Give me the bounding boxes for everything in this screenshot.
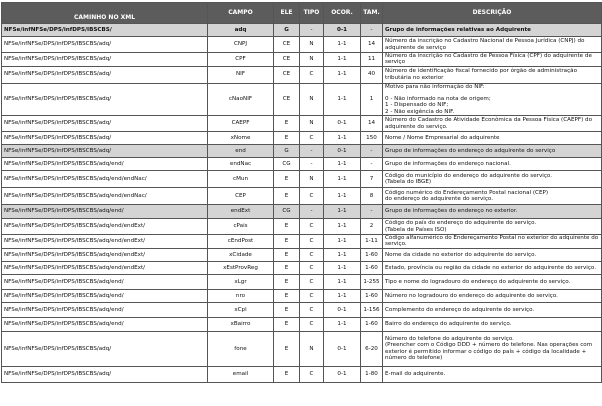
path-cell: NFSe/infNFSe/DPS/infDPS/IBSCBS/adq/ (2, 83, 208, 115)
table-row (2, 188, 602, 205)
ocor-cell: 1-1 (324, 83, 361, 115)
ele-cell: E (274, 235, 300, 249)
campo-cell: NIF (208, 66, 274, 83)
group-row (2, 145, 602, 158)
description-cell: Grupo de informações do endereço no exterior. (383, 205, 602, 219)
path-cell: NFSe/infNFSe/DPS/infDPS/IBSCBS/adq/end/endExt/ (2, 261, 208, 274)
ele-cell: CE (274, 37, 300, 53)
tam-cell: 1-80 (361, 366, 383, 382)
tipo-cell: C (300, 366, 324, 382)
tam-cell: 1-60 (361, 261, 383, 274)
ele-cell: E (274, 171, 300, 188)
ocor-cell: 0-1 (324, 116, 361, 132)
table-row (2, 317, 602, 331)
table-row (2, 331, 602, 366)
tipo-cell: - (300, 158, 324, 171)
header-descricao: DESCRIÇÃO (383, 3, 602, 24)
path-cell: NFSe/infNFSe/DPS/infDPS/IBSCBS/adq/end/ (2, 158, 208, 171)
tam-cell: - (361, 24, 383, 37)
description-cell: Código alfanumérico do Endereçamento Postal no exterior do adquirente do serviço. (383, 235, 602, 249)
tam-cell: 1 (361, 83, 383, 115)
tipo-cell: C (300, 317, 324, 331)
path-cell: NFSe/infNFSe/DPS/infDPS/IBSCBS/adq/ (2, 66, 208, 83)
campo-cell: xCidade (208, 248, 274, 261)
ele-cell: CE (274, 53, 300, 67)
tam-cell: - (361, 205, 383, 219)
description-cell: E-mail do adquirente. (383, 366, 602, 382)
campo-cell: xLgr (208, 274, 274, 289)
campo-cell: fone (208, 331, 274, 366)
path-cell: NFSe/infNFSe/DPS/infDPS/IBSCBS/adq/ (2, 145, 208, 158)
tipo-cell: N (300, 116, 324, 132)
path-cell: NFSe/infNFSe/DPS/infDPS/IBSCBS/adq/ (2, 331, 208, 366)
tam-cell: 6-20 (361, 331, 383, 366)
ocor-cell: 0-1 (324, 366, 361, 382)
description-cell: Grupo de informações relativas ao Adquirente (383, 24, 602, 37)
ele-cell: E (274, 302, 300, 317)
description-cell: Número da inscrição no Cadastro Nacional de Pessoa Jurídica (CNPJ) do adquirente de serviço (383, 37, 602, 53)
table-row (2, 219, 602, 235)
campo-cell: email (208, 366, 274, 382)
tipo-cell: - (300, 205, 324, 219)
description-cell: Número do telefone do adquirente do serviço. (Preencher com o Código DDD + número do telefone. Nas operações com exterior é permitido informar o código do país + código da localidade + número do telefone) (383, 331, 602, 366)
campo-cell: CAEPF (208, 116, 274, 132)
table-row (2, 261, 602, 274)
campo-cell: endExt (208, 205, 274, 219)
table-row (2, 302, 602, 317)
path-cell: NFSe/infNFSe/DPS/infDPS/IBSCBS/adq/end/endExt/ (2, 248, 208, 261)
path-cell: NFSe/infNFSe/DPS/infDPS/IBSCBS/adq/end/ (2, 274, 208, 289)
ocor-cell: 1-1 (324, 132, 361, 145)
path-cell: NFSe/infNFSe/DPS/infDPS/IBSCBS/adq/end/endExt/ (2, 219, 208, 235)
ocor-cell: 1-1 (324, 171, 361, 188)
ele-cell: E (274, 289, 300, 302)
table-row (2, 83, 602, 115)
tipo-cell: C (300, 188, 324, 205)
ele-cell: G (274, 145, 300, 158)
ocor-cell: 1-1 (324, 37, 361, 53)
group-row (2, 205, 602, 219)
campo-cell: cNaoNIF (208, 83, 274, 115)
ocor-cell: 1-1 (324, 289, 361, 302)
ele-cell: CG (274, 205, 300, 219)
ele-cell: CG (274, 158, 300, 171)
tam-cell: 1-60 (361, 289, 383, 302)
campo-cell: xBairro (208, 317, 274, 331)
table-row (2, 235, 602, 249)
ocor-cell: 1-1 (324, 317, 361, 331)
ele-cell: E (274, 366, 300, 382)
campo-cell: cPais (208, 219, 274, 235)
ele-cell: E (274, 116, 300, 132)
path-cell: NFSe/infNFSe/DPS/infDPS/IBSCBS/adq/ (2, 132, 208, 145)
table-row (2, 132, 602, 145)
tam-cell: 1-60 (361, 317, 383, 331)
tipo-cell: C (300, 302, 324, 317)
tipo-cell: C (300, 219, 324, 235)
header-path: CAMINHO NO XML (2, 3, 208, 24)
description-cell: Número no logradouro do endereço do adquirente do serviço. (383, 289, 602, 302)
description-cell: Código do país do endereço do adquirente do serviço. (Tabela de Países ISO) (383, 219, 602, 235)
ocor-cell: 0-1 (324, 145, 361, 158)
campo-cell: xCpl (208, 302, 274, 317)
ocor-cell: 0-1 (324, 24, 361, 37)
tam-cell: 1-255 (361, 274, 383, 289)
ocor-cell: 0-1 (324, 302, 361, 317)
campo-cell: CPF (208, 53, 274, 67)
ocor-cell: 1-1 (324, 66, 361, 83)
tipo-cell: C (300, 248, 324, 261)
ocor-cell: 0-1 (324, 331, 361, 366)
tam-cell: - (361, 145, 383, 158)
tipo-cell: C (300, 235, 324, 249)
ele-cell: E (274, 132, 300, 145)
tipo-cell: C (300, 274, 324, 289)
path-cell: NFSe/infNFSe/DPS/infDPS/IBSCBS/adq/end/ (2, 289, 208, 302)
header-ele: ELE (274, 3, 300, 24)
tam-cell: 14 (361, 116, 383, 132)
ocor-cell: 1-1 (324, 248, 361, 261)
tipo-cell: C (300, 289, 324, 302)
header-ocor: OCOR. (324, 3, 361, 24)
table-row (2, 116, 602, 132)
ele-cell: E (274, 188, 300, 205)
campo-cell: CNPJ (208, 37, 274, 53)
table-row (2, 171, 602, 188)
path-cell: NFSe/infNFSe/DPS/infDPS/IBSCBS/adq/end/endExt/ (2, 235, 208, 249)
ele-cell: E (274, 317, 300, 331)
tipo-cell: C (300, 132, 324, 145)
tipo-cell: N (300, 37, 324, 53)
tam-cell: 11 (361, 53, 383, 67)
description-cell: Código do município do endereço do adquirente do serviço. (Tabela do IBGE) (383, 171, 602, 188)
tipo-cell: N (300, 83, 324, 115)
table-row (2, 289, 602, 302)
header-row (2, 3, 602, 24)
path-cell: NFSe/infNFSe/DPS/infDPS/IBSCBS/adq/end/endNac/ (2, 188, 208, 205)
ocor-cell: 1-1 (324, 235, 361, 249)
campo-cell: CEP (208, 188, 274, 205)
description-cell: Estado, província ou região da cidade no exterior do adquirente do serviço. (383, 261, 602, 274)
tam-cell: 14 (361, 37, 383, 53)
header-campo: CAMPO (208, 3, 274, 24)
table-row (2, 274, 602, 289)
description-cell: Nome da cidade no exterior do adquirente do serviço. (383, 248, 602, 261)
campo-cell: nro (208, 289, 274, 302)
campo-cell: end (208, 145, 274, 158)
tipo-cell: - (300, 24, 324, 37)
tam-cell: 2 (361, 219, 383, 235)
ele-cell: G (274, 24, 300, 37)
ocor-cell: 1-1 (324, 274, 361, 289)
campo-cell: xEstProvReg (208, 261, 274, 274)
tam-cell: 1-11 (361, 235, 383, 249)
header-tam: TAM. (361, 3, 383, 24)
path-cell: NFSe/infNFSe/DPS/infDPS/IBSCBS/ (2, 24, 208, 37)
tam-cell: 1-156 (361, 302, 383, 317)
path-cell: NFSe/infNFSe/DPS/infDPS/IBSCBS/adq/end/endNac/ (2, 171, 208, 188)
ele-cell: E (274, 331, 300, 366)
description-cell: Número do Cadastro de Atividade Econômica da Pessoa Física (CAEPF) do adquirente do serviço. (383, 116, 602, 132)
table-row (2, 66, 602, 83)
ele-cell: CE (274, 66, 300, 83)
tam-cell: - (361, 158, 383, 171)
description-cell: Complemento do endereço do adquirente do serviço. (383, 302, 602, 317)
table-row (2, 366, 602, 382)
tam-cell: 40 (361, 66, 383, 83)
campo-cell: endNac (208, 158, 274, 171)
description-cell: Tipo e nome do logradouro do endereço do adquirente do serviço. (383, 274, 602, 289)
tipo-cell: C (300, 261, 324, 274)
path-cell: NFSe/infNFSe/DPS/infDPS/IBSCBS/adq/end/ (2, 205, 208, 219)
ocor-cell: 1-1 (324, 53, 361, 67)
ele-cell: E (274, 261, 300, 274)
ele-cell: E (274, 274, 300, 289)
campo-cell: adq (208, 24, 274, 37)
campo-cell: cEndPost (208, 235, 274, 249)
description-cell: Grupo de informações do endereço do adquirente do serviço (383, 145, 602, 158)
tam-cell: 1-60 (361, 248, 383, 261)
ele-cell: E (274, 248, 300, 261)
path-cell: NFSe/infNFSe/DPS/infDPS/IBSCBS/adq/end/ (2, 302, 208, 317)
table-row (2, 158, 602, 171)
campo-cell: xNome (208, 132, 274, 145)
path-cell: NFSe/infNFSe/DPS/infDPS/IBSCBS/adq/ (2, 116, 208, 132)
ele-cell: CE (274, 83, 300, 115)
ele-cell: E (274, 219, 300, 235)
tam-cell: 150 (361, 132, 383, 145)
ocor-cell: 1-1 (324, 188, 361, 205)
ocor-cell: 1-1 (324, 219, 361, 235)
description-cell: Código numérico do Endereçamento Postal nacional (CEP) do endereço do adquirente do serviço. (383, 188, 602, 205)
tipo-cell: C (300, 66, 324, 83)
table-row (2, 248, 602, 261)
path-cell: NFSe/infNFSe/DPS/infDPS/IBSCBS/adq/ (2, 37, 208, 53)
tam-cell: 7 (361, 171, 383, 188)
description-cell: Número da inscrição no Cadastro de Pessoa Física (CPF) do adquirente de serviço (383, 53, 602, 67)
path-cell: NFSe/infNFSe/DPS/infDPS/IBSCBS/adq/ (2, 53, 208, 67)
table-row (2, 37, 602, 53)
path-cell: NFSe/infNFSe/DPS/infDPS/IBSCBS/adq/ (2, 366, 208, 382)
tipo-cell: N (300, 331, 324, 366)
xml-schema-table (1, 2, 602, 383)
ocor-cell: 1-1 (324, 261, 361, 274)
description-cell: Motivo para não informação do NIF: 0 - Não informado na nota de origem; 1 - Dispensado do NIF; 2 - Não exigência do NIF. (383, 83, 602, 115)
campo-cell: cMun (208, 171, 274, 188)
header-tipo: TIPO (300, 3, 324, 24)
tipo-cell: N (300, 53, 324, 67)
group-row (2, 24, 602, 37)
tipo-cell: - (300, 145, 324, 158)
table-row (2, 53, 602, 67)
tam-cell: 8 (361, 188, 383, 205)
description-cell: Nome / Nome Empresarial do adquirente (383, 132, 602, 145)
ocor-cell: 1-1 (324, 205, 361, 219)
description-cell: Número de identificação fiscal fornecido por órgão de administração tributária no exterior (383, 66, 602, 83)
path-cell: NFSe/infNFSe/DPS/infDPS/IBSCBS/adq/end/ (2, 317, 208, 331)
ocor-cell: 1-1 (324, 158, 361, 171)
tipo-cell: N (300, 171, 324, 188)
description-cell: Grupo de informações do endereço nacional. (383, 158, 602, 171)
description-cell: Bairro do endereço do adquirente do serviço. (383, 317, 602, 331)
